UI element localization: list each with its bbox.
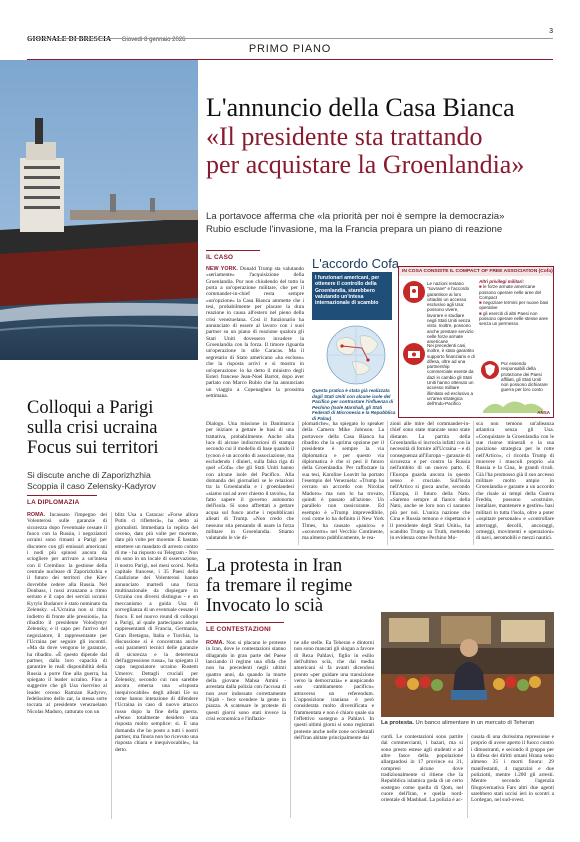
greenland-col-4-text: sca non temono un'alleanza atlantica senza gli Usa. «Conquistare la Groenlandia con le sue risorse minerali e la sua posizione strategica per le rotte nell'Artico», ci ricorda Trump di muovere i muscoli proprio «la Russia e la Cina, le grandi rivali. Già l'ha promosso già il suo accesso militare molto ampio in Groenlandia e garante a un accordo che risale ai tempi della Guerra Fredda, possono «costruire, installare, mantenere e gestire» basi militari in tutta l'isola, oltre a poter «ospitare personale» e «controllare atterraggi, decolli, ancoraggi, ormeggi, movimenti e operazioni» di navi, aeromobili e mezzi nautici. [476, 421, 554, 542]
dateline-new-york: NEW YORK. [206, 266, 238, 272]
iran-col-1 [206, 640, 286, 818]
paris-col-2-text: blitz Usa a Caracas: «Forse allora Putin ci rifletterà», ha detto ai giornalisti. Immediata la replica del ceceno, dato più volte per morente, dato più volte per morente. È bastato emettere un mandato di arresto contro di me - ha risposto su Telegram - Non mi sono in un locale di osservazione, il nostro Parigi, nei mesi scorsi. Nella capitale francese, i 35 Paesi della Coalizione dei Volenterosi hanno annunciato martedì una forza multinazionale da dispiegare in Ucraina con diversi distinguo - e un meccanismo a guida Usa di sorveglianza di un eventuale cessate il fuoco. E nel nuovo round di colloqui a Parigi, al quale partecipano anche rappresentanti di Francia, Germania, Gran Bretagna, Italia e Turchia, la discussione si è concentrata anche «sui parametri tecnici delle garanzie di sicurezza e la deterrenza dell'aggressione russa», ha spiegato il capo negoziatore ucraino Rustem Umerov. Dettagli cruciali per Zelensky, secondo cui non sarebbe ancora emersa una «risposta inequivocabile» degli alleati Ue su come hanno intenzione di difendere l'Ucraina in caso di nuovo attacco russo dopo la fine della guerra. «Penso totalmente desidero una risposta molto semplice: sì. E una domanda che ho posto a tutti i nostri partner, ma finora non ho ricevuto una risposta chiara e inequivocabile», ha detto. [115, 512, 198, 753]
landscape-illustration [483, 393, 543, 413]
col-rule [387, 421, 388, 545]
tanker-photo [0, 60, 198, 360]
paris-headline [27, 398, 159, 458]
iran-col-3-text: curdi. Le contestazioni sono partite dai commercianti, i bazari, ma si sono presto estese agli studenti e ad altre fasce della popolazione allargandosi in 17 province su 31, compresi alcune dove tradizionalmente si ritiene che la Repubblica islamica goda di un certo sostegno come quella di Qom, nel cuore dell'Iran, e quella nord-orientale di Mashhad. La polizia è ac- [381, 734, 463, 804]
privilege-1: ■ le forze armate americane possono operare nelle aree del Compact [479, 284, 542, 300]
iran-col-1-text: Non si placano le proteste in Iran, dove le contestazioni stanno dilagando in gran parte del Paese lanciando il regime una sfida che non ha precedenti negli ultimi quattro anni, da quando la morte della giovane Mahsa Amini - arrestata dalla polizia con l'accusa di non aver indossato correttamente l'hijab - fece scendere la gente in piazza. A scatenare le proteste di questi giorni sono stati invece la crisi economica e l'inflazio- [206, 640, 286, 723]
ansa-credit: ANSA [537, 410, 550, 415]
privilege-3-text: gli eserciti di altri Paesi non possono operare nelle stesse aree senza un permesso [479, 310, 549, 327]
col-rule [290, 640, 291, 818]
page-number: 3 [549, 28, 553, 35]
shield-icon [481, 361, 499, 379]
cofa-intro-box [312, 272, 392, 320]
passport-icon [403, 281, 425, 303]
cofa-privileges [479, 279, 549, 327]
privilege-3: ■ gli eserciti di altri Paesi non possono operare nelle stesse aree senza un permesso [479, 310, 549, 327]
iran-photo-caption [381, 720, 554, 727]
iran-top-rule [206, 549, 554, 550]
cofa-caption [312, 388, 396, 422]
il-caso-label: IL CASO [206, 250, 260, 261]
iran-headline-2: fa tremare il regime [206, 576, 353, 596]
dateline-roma-iran: ROMA. [206, 640, 224, 646]
greenland-headline [206, 123, 524, 179]
greenland-col-2 [302, 421, 384, 545]
iran-col-4 [471, 734, 554, 818]
greenland-col-1 [206, 421, 294, 545]
privilege-2: ■ negoziare termini per nuove basi operative [479, 300, 549, 311]
cofa-title: L'accordo Cofa [312, 256, 400, 271]
privilege-1-text: le forze armate americane possono operare nelle aree del Compact [479, 284, 542, 300]
col-rule [111, 512, 112, 819]
iran-col-3 [381, 734, 463, 818]
globe-map [322, 324, 390, 386]
money-icon [403, 343, 425, 365]
greenland-col-3 [390, 421, 470, 545]
paris-col-1 [27, 512, 107, 819]
masthead-rule [27, 38, 553, 39]
greenland-col-2-text: plomatiche», ha spiegato lo speaker della Camera Mike Johnson. La portavoce della Casa Bianca ha ribadito che la «prima opzione per il presidente è sempre la via diplomatica e per questo via diplomatica è che si pesi il futuro della Groenlandia. Per rafforzare la sua tesi, Karoline Leavitt ha portato l'esempio del Venezuela: «Trump ha cercato un accordo con Nicolas Maduro» ma non lo ha trovato, quindi è passato all'azione. Un parallelo non rassicurante. Ed esempio è «Trump imprevedibile, così come lo ha definito il New York Times, ha causato «panico» e «sconcerto» nel Vecchio Continente, ma almeno pubblicamente, le rea- [302, 421, 384, 542]
paris-headline-3: Focus sui territori [27, 438, 159, 458]
contestazioni-label: LE CONTESTAZIONI [206, 622, 284, 633]
section-name: PRIMO PIANO [248, 43, 332, 55]
cofa-detail-box [398, 266, 554, 418]
greenland-sub-1: La portavoce afferma che «la priorità per noi è sempre la democrazia» [206, 211, 505, 222]
privilege-2-text: negoziare termini per nuove basi operative [479, 300, 549, 311]
tanker-photo-svg [0, 60, 198, 360]
iran-col-2-text: ne alle stelle. Ea Teheran e dintorni non sono mancati gli slogan a favore di Reza Pahlavi, figlio in esilio dell'ultimo scià, che dai media americani si fa avanti dicendosi pronto «per guidare una transizione verso la democrazia» e auspicando «un cambiamento pacifico» attraverso un referendum. L'opposizione iraniana è però considerata molto diversificata e frammentata e non è chiaro quale sia l'effettivo sostegno a Pahlavi. In questi ultimi giorni si sono registrati proteste anche nelle zone occidentali dell'Iran abitate principalmente dai [294, 640, 374, 742]
diplomazia-label: LA DIPLOMAZIA [27, 495, 97, 506]
paris-subheadline [27, 470, 156, 492]
cofa-intro-text: I funzionari americani, per ottenere il controllo della Groenlandia, starebbero valutando un'intesa internazionale di scambio [315, 275, 380, 307]
col-rule [473, 421, 474, 545]
cofa-infographic [308, 250, 554, 420]
greenland-kicker: L'annuncio della Casa Bianca [206, 93, 515, 122]
paris-col-2 [115, 512, 198, 819]
greenland-col-1-text: Dialogo. Una missione in Danimarca per iniziare a gettare le basi di una trattativa, probabilmente. Anche alla luce di alcune indiscrezioni di stampa secondo cui il modello di base quando il tycoon è un accordo di associazione, ma escludendo i dinieri, sulla falsa riga di quel «Cofa» che gli Stati Uniti hanno con alcune isole del Pacifico. Alla domanda dei giornalisti se le relazioni tra la Groenlandia e i groenlandesi «siamo noi ad aver chiesto il tavolo», ha fatto sapere il governo autonomo dell'isola. Si sono affrettati a gettare acqua sul fuoco anche i repubblicani alleati di Trump. «Non credo che nessuno stia pensando di usare la forza militare in Groenlandia. Stiamo valutando le vie di- [206, 421, 294, 542]
iran-market-photo [381, 612, 554, 717]
cofa-item-2: Nei precedenti casi, inoltre, è stato garantito supporto finanziario e di difesa, oltre ad una partnership commerciale esente da dazi in cambio gli Stati Uniti hanno ottenuto un accesso militare illimitato ed esclusivo a un'area strategica dell'Indo-Pacifico [427, 343, 475, 407]
paris-sub-2: Scoppia il caso Zelensky-Kadyrov [27, 481, 156, 491]
paris-headline-2: sulla crisi ucraina [27, 418, 158, 438]
photo-caption-bold: La protesta. [381, 720, 414, 726]
iran-col-4-text: cusata di una durissima repressione e proprio di avere aperto il fuoco contro i dimostranti, e secondo il gruppo per la difesa dei diritti umani Hrana sono almeno 35 i morti finora: 29 manifestanti, 4 ragazzini e due poliziotti, mentre 1.200 gli arresti. Mentre secondo l'agenzia filogovernativa Fars altri due agenti sarebbero stati uccisi ieri in scontri a Lordegan, nel sud-ovest. [471, 734, 554, 804]
date: Giovedì 8 gennaio 2026 [121, 37, 186, 43]
col-rule [467, 734, 468, 818]
iran-col-2 [294, 640, 374, 818]
greenland-headline-line1: «Il presidente sta trattando [206, 122, 483, 151]
photo-caption-text: Un banco alimentare in un mercato di Teheran [415, 720, 535, 726]
greenland-sub-2: Rubio esclude l'invasione, ma la Francia prepara un piano di reazione [206, 224, 503, 235]
greenland-col-3-text: zioni alle mire del commander-in-chief sono state mancate sono state distante. La partita della Groenlandia si incrocia infatti con la necessità di fornire all'Ucraina – e di conseguenza all'Europa – garanzie di sicurezza e per contro la Russia nell'ambito di un nuovo patto. E l'Europa guarda ancora in questo senso è cruciale. Sull'isola nell'Artico si gioca anche, secondo l'Europa, il futuro della Nato. «Saremo sempre al fianco della Nato, anche se loro non ci saranno più per noi. L'unica nazione che Cina e Russia temono e rispettano è il presidente degli Stati Uniti», ha scandito Trump su Truth, mettendo in evidenza come Pechino Mo- [390, 421, 470, 542]
cofa-item-4: Pur essendo responsabili della protezione dei Paesi affiliati, gli Stati Uniti non possono dichiarare guerra per loro conto [501, 361, 548, 393]
paper-name: GIORNALE DI BRESCIA [27, 35, 112, 43]
cofa-caption-text: Questa pratica è stata già realizzata dagli Stati Uniti con alcune isole del Pacifico per contrastare l'influenza di Pechino (Isole Marshall, gli Stati Federati di Micronesia e la Repubblica di Palau) [312, 388, 396, 421]
greenland-lead-text: Donald Trump sta valutando «seriamente» l'acquisizione della Groenlandia. Pur non chiudendo del tutto la porta a un'operazione militare, che per il commander-in-chief resta sempre «un'opzione» la Casa Bianca ammette che i tesi, probabilmente per placare la dura reazione in causa all'estero nel pieno della crisi venezuelana. Così il funzionario ha annunciato di essere al lavoro con i suoi partner su un piano di reazione qualora gli Stati Uniti dovessero invadere la Groenlandia con la forza. Il timore riguarda un'operazione in stile Caracas. Ma il segretario di Stato americano «ha escluso» che la risposta arrivi e si mostra in un'operazione: lo ha detto il ministro degli Esteri francese Jean-Noel Barrot, dopo aver parlato con Marco Rubio che ha annunciato un viaggio a Copenaghen la prossima settimana. [206, 266, 304, 399]
privileges-title: Altri privilegi militari: [479, 279, 525, 284]
paris-headline-1: Colloqui a Parigi [27, 398, 154, 418]
paris-sub-1: Si discute anche di Zaporizhzhia [27, 470, 151, 480]
cofa-item-1: Le nazioni restano "sovrane" e l'accordo garantisce ai loro cittadini un accesso esclusivo agli Usa: possono vivere, lavorare e studiare negli Stati Uniti senza visto. Inoltre, possono anche prestare servizio nelle forze armate americane [427, 281, 474, 345]
greenland-headline-line2: per acquistare la Groenlandia» [206, 150, 525, 179]
greenland-lead [206, 266, 304, 412]
dateline-roma: ROMA. [27, 512, 45, 518]
col-rule [298, 421, 299, 545]
greenland-subheadline [206, 210, 504, 236]
iran-market-photo-svg [381, 612, 554, 717]
iran-headline-3: Invocato lo scià [206, 596, 324, 616]
iran-headline-1: La protesta in Iran [206, 556, 343, 576]
greenland-col-4 [476, 421, 554, 545]
masthead [27, 28, 553, 43]
paris-col-1-text: Incassato l'impegno dei Volenterosi sulle garanzie di sicurezza dopo l'eventuale cessate il fuoco con la Russia, i negoziatori ucraini sono rimasti a Parigi per discutere con gli emissari americani i nodi più spinosi ancora da sciogliere per arrivare a un'intesa con il Cremlino: la gestione della centrale nucleare di Zaporizhzhia e il futuro dei territori che Kiev dovrebbe cedere alla Russia. Nel Donbass, i russi avanzano a ritmo serrato e il capo dei servizi ucraini Kyrylo Budanov è stato nominato da Zelensky. «L'Ucraina non si ritira indietro di fronte alle pressioni», ha ribadito il presidente Volodymyr Zelensky, e il capo per l'arrivo del negoziatore, il rappresentante per l'Ucraina per seguire gli incontri. «Ma da dove vengono le garanzie, ha ribadito. «È questo dipende dal partner, dalla loro capacità di garantire le reali disponibilità della Russia a porre fine alla guerra, ha spiegato il leader ucraino. Fino a suggerire che gli Usa riservino al leader ceceno Ramzan Kadyrov, fedelissimo dello zar, la stessa sorte toccata al presidente venezuelano Nicolas Maduro, catturato con un [27, 512, 107, 715]
iran-headline [206, 556, 352, 616]
cofa-detail-title: IN COSA CONSISTE IL COMPACT OF FREE ASSOCIATION (Cofa) [399, 267, 553, 276]
